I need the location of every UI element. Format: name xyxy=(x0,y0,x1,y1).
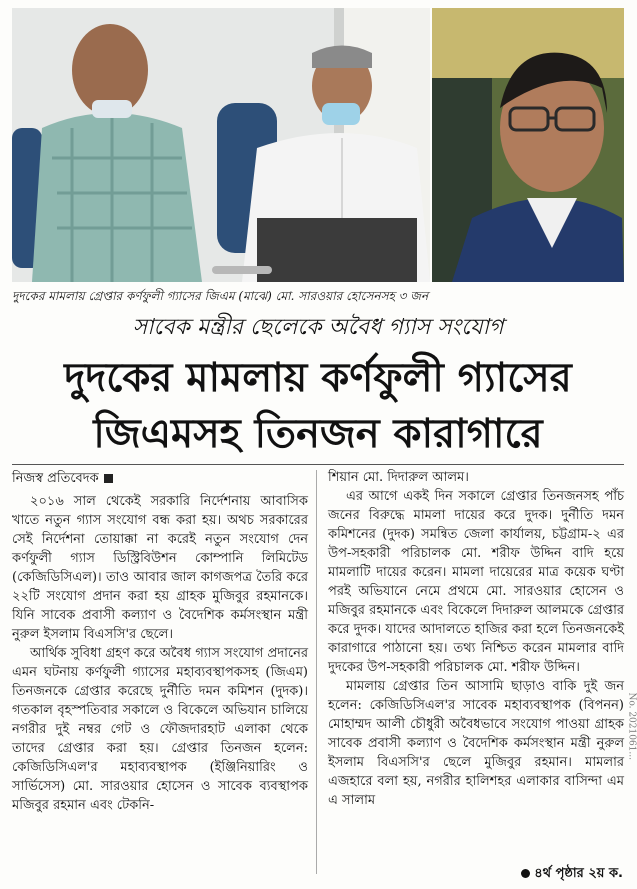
article-paragraph: ২০১৬ সাল থেকেই সরকারি নির্দেশনায় আবাসিক খাতে নতুন গ্যাস সংযোগ বন্ধ করা হয়। অথচ সরকারের সেই নির্দেশনা তোয়াক্কা না করেই নতুন সংযোগ দেন কর্ণফুলী গ্যাস ডিস্ট্রিবিউশন কোম্পানি লিমিটেড (কেজিডিসিএল)। তাও আবার জাল কাগজপত্র তৈরি করে ২২টি সংযোগ প্রদান করা হয় গ্রাহক মুজিবুর রহমানকে। যিনি সাবেক প্রবাসী কল্যাণ ও বৈদেশিক কর্মসংস্থান মন্ত্রী নুরুল ইসলাম বিএসসি'র ছেলে। xyxy=(12,494,308,642)
headline-line-1: দুদকের মামলায় কর্ণফুলী গ্যাসের xyxy=(64,355,572,401)
column-divider xyxy=(316,470,317,874)
article-paragraph: আর্থিক সুবিধা গ্রহণ করে অবৈধ গ্যাস সংযোগ প্রদানের এমন ঘটনায় কর্ণফুলী গ্যাসের মহাব্যবস্থাপকসহ (জিএম) তিনজনকে গ্রেপ্তার করেছে দুর্নীতি দমন কমিশন (দুদক)। গতকাল বৃহস্পতিবার সকালে ও বিকেলে অভিযান চালিয়ে নগরীর দুই নম্বর গেট ও ফৌজদারহাট এলাকা থেকে তাদের গ্রেপ্তার করা হয়। গ্রেপ্তার তিনজন হলেন: কেজিডিসিএল'র মহাব্যবস্থাপক (ইঞ্জিনিয়ারিং ও সার্ভিসেস) মো. সারওয়ার হোসেন ও সাবেক ব্যবস্থাপক মজিবুর রহমান এবং টেকনি- xyxy=(12,646,308,813)
headline-rule xyxy=(12,464,624,465)
photo-arrested-men xyxy=(12,8,430,282)
headline-line-2: জিএমসহ তিনজন কারাগারে xyxy=(93,411,543,457)
bullet-icon xyxy=(521,869,530,878)
byline-text: নিজস্ব প্রতিবেদক xyxy=(12,471,99,486)
byline-square-icon xyxy=(104,474,113,483)
photo-gm-portrait xyxy=(432,8,624,282)
article-column-left xyxy=(12,492,308,815)
article-column-right xyxy=(328,468,624,810)
photo-caption: দুদকের মামলায় গ্রেপ্তার কর্ণফুলী গ্যাসের জিএম (মাঝে) মো. সারওয়ার হোসেনসহ ৩ জন xyxy=(12,289,429,303)
byline xyxy=(12,470,113,488)
article-paragraph-continued: শিয়ান মো. দিদারুল আলম। xyxy=(328,470,469,485)
kicker-headline: সাবেক মন্ত্রীর ছেলেকে অবৈধ গ্যাস সংযোগ xyxy=(132,315,504,340)
continuation-text: ৪র্থ পৃষ্ঠার ২য় ক. xyxy=(534,866,623,881)
article-paragraph: এর আগে একই দিন সকালে গ্রেপ্তার তিনজনসহ পাঁচ জনের বিরুদ্ধে মামলা দায়ের করে দুদক। দুর্নীতি দমন কমিশনের (দুদক) সমন্বিত জেলা কার্যালয়, চট্টগ্রাম-২ এর উপ-সহকারী পরিচালক মো. শরীফ উদ্দিন বাদি হয়ে মামলাটি দায়ের করেন। মামলা দায়েরের মাত্র কয়েক ঘণ্টা পরই অভিযানে নেমে প্রথমে মো. সারওয়ার হোসেন ও মজিবুর রহমানকে এবং বিকেলে দিদারুল আলমকে গ্রেপ্তার করে দুদক। যাদের আদালতে হাজির করা হলে তিনজনকেই কারাগারে পাঠানো হয়। তথ্য নিশ্চিত করেন মামলার বাদি দুদকের উপ-সহকারী পরিচালক মো. শরীফ উদ্দিন। xyxy=(328,489,624,675)
side-code: No. 2021061... xyxy=(627,692,637,760)
continuation-note xyxy=(521,864,623,885)
article-paragraph: মামলায় গ্রেপ্তার তিন আসামি ছাড়াও বাকি দুই জন হলেন: কেজিডিসিএল'র সাবেক মহাব্যবস্থাপক (বিপনন) মোহাম্মদ আলী চৌধুরী অবৈধভাবে সংযোগ পাওয়া গ্রাহক সাবেক প্রবাসী কল্যাণ ও বৈদেশিক কর্মসংস্থান মন্ত্রী নুরুল ইসলাম বিএসসি'র ছেলে মুজিবুর রহমান। মামলার এজহারে বলা হয়, নগরীর হালিশহর এলাকার বাসিন্দা এম এ সালাম xyxy=(328,679,624,808)
